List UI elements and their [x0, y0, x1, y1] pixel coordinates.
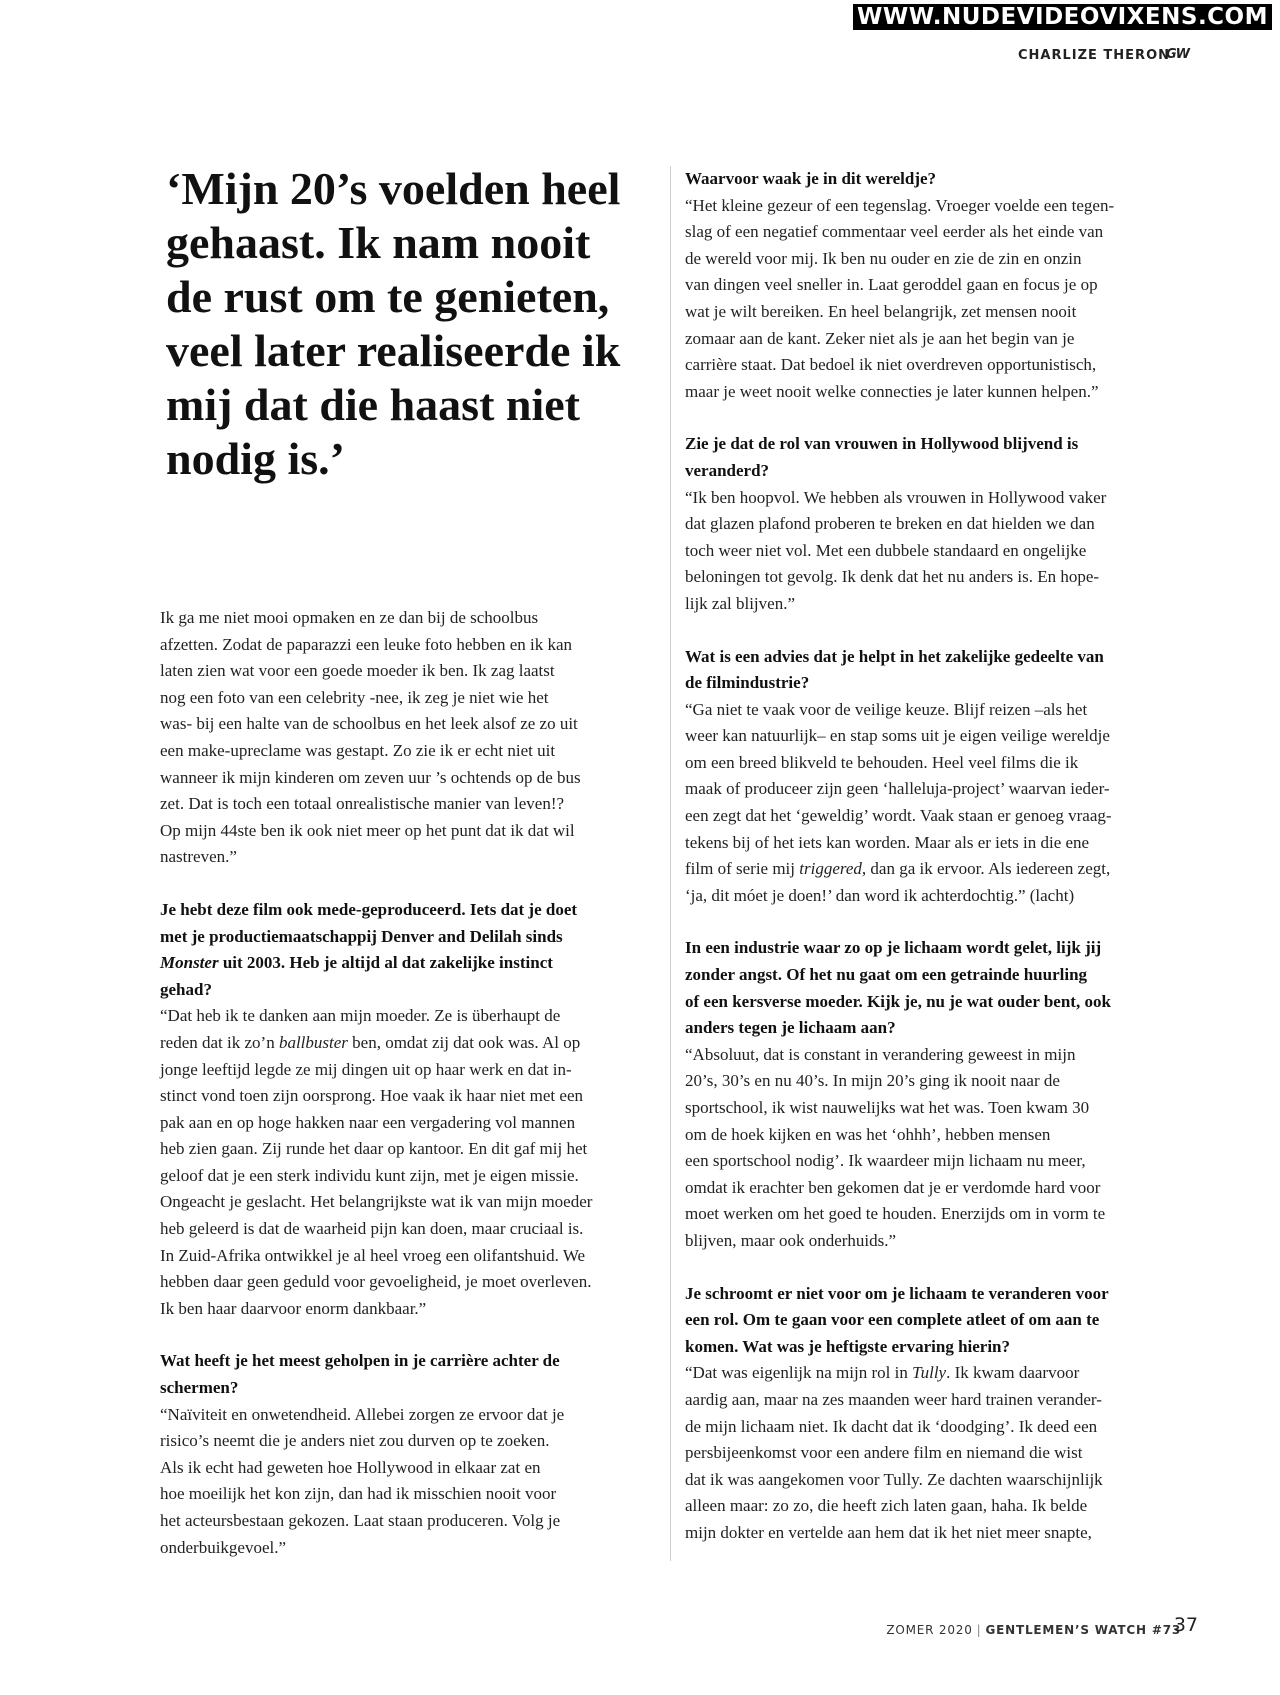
question-line: of een kersverse moeder. Kijk je, nu je wat ouder bent, ook	[685, 991, 1111, 1011]
text-line: omdat ik erachter ben gekomen dat je er verdomde hard voor	[685, 1177, 1101, 1197]
text-line: “Naïviteit en onwetendheid. Allebei zorgen ze ervoor dat je	[160, 1404, 565, 1424]
interview-question	[160, 897, 660, 1003]
text-line: persbijeenkomst voor een andere film en niemand die wist	[685, 1443, 1083, 1463]
text-line: Op mijn 44ste ben ik ook niet meer op het punt dat ik dat wil	[160, 820, 575, 840]
question-line: Wat is een advies dat je helpt in het zakelijke gedeelte van	[685, 646, 1104, 666]
interview-question	[685, 166, 1175, 193]
question-line: komen. Wat was je heftigste ervaring hierin?	[685, 1336, 1011, 1356]
text-line: In Zuid-Afrika ontwikkel je al heel vroeg een olifantshuid. We	[160, 1245, 586, 1265]
right-column	[685, 166, 1175, 1547]
pull-quote	[166, 162, 656, 486]
text-line: weer kan natuurlijk– en stap soms uit je eigen veilige wereldje	[685, 726, 1110, 746]
text-line: heb geleerd is dat de waarheid pijn kan doen, maar cruciaal is.	[160, 1219, 584, 1239]
question-line: anders tegen je lichaam aan?	[685, 1018, 896, 1038]
text-line	[160, 1030, 660, 1057]
text-line: pak aan en op hoge hakken naar een vergadering vol mannen	[160, 1112, 576, 1132]
text-line: nog een foto van een celebrity -nee, ik zeg je niet wie het	[160, 687, 549, 707]
interview-question	[685, 431, 1175, 484]
text: “Dat was eigenlijk na mijn rol in	[685, 1363, 913, 1383]
question-line: de filmindustrie?	[685, 673, 810, 693]
gw-logo: GW	[1165, 47, 1189, 62]
italic-word: ballbuster	[278, 1032, 348, 1052]
text-line: Als ik echt had geweten hoe Hollywood in elkaar zat en	[160, 1457, 541, 1477]
text: , dan ga ik ervoor. Als iedereen zegt,	[861, 859, 1111, 879]
italic-title: Tully	[912, 1363, 947, 1383]
interview-answer	[160, 1402, 660, 1562]
text-line: om de hoek kijken en was het ‘ohhh’, hebben mensen	[685, 1124, 1051, 1144]
footer-issue: GENTLEMEN’S WATCH #73	[985, 1623, 1181, 1637]
interview-answer	[685, 485, 1175, 618]
question-line: Waarvoor waak je in dit wereldje?	[685, 169, 937, 188]
text-line: blijven, maar ook onderhuids.”	[685, 1230, 897, 1250]
text-line: de wereld voor mij. Ik ben nu ouder en zie de zin en onzin	[685, 248, 1082, 268]
intro-paragraph	[160, 605, 660, 871]
page-number: 37	[1173, 1614, 1198, 1636]
pull-quote-line: gehaast. Ik nam nooit	[166, 217, 591, 268]
text-line: jonge leeftijd legde ze mij dingen uit op haar werk en dat in-	[160, 1059, 572, 1079]
text-line: 20’s, 30’s en nu 40’s. In mijn 20’s ging ik nooit naar de	[685, 1071, 1060, 1091]
text-line: aardig aan, maar na zes maanden weer hard trainen verander-	[685, 1389, 1102, 1409]
text-line: alleen maar: zo zo, die heeft zich laten gaan, haha. Ik belde	[685, 1496, 1088, 1516]
header-subject: CHARLIZE THERON	[1017, 48, 1170, 63]
text-line	[685, 1360, 1175, 1387]
pull-quote-line: ‘Mijn 20’s voelden heel	[166, 163, 621, 214]
text-line: hebben daar geen geduld voor gevoeligheid, je moet overleven.	[160, 1272, 592, 1292]
text-line: lijk zal blijven.”	[685, 593, 795, 613]
text-line: heb zien gaan. Zij runde het daar op kantoor. En dit gaf mij het	[160, 1139, 588, 1159]
interview-question	[685, 935, 1175, 1041]
text: . Ik kwam daarvoor	[946, 1363, 1080, 1383]
interview-answer	[685, 193, 1175, 406]
text-line: wanneer ik mijn kinderen om zeven uur ’s ochtends op de bus	[160, 767, 581, 787]
interview-answer	[685, 697, 1175, 910]
question-line: In een industrie waar zo op je lichaam wordt gelet, lijk jij	[685, 938, 1102, 958]
text-line: Ik ga me niet mooi opmaken en ze dan bij de schoolbus	[160, 608, 539, 627]
text-line: het acteursbestaan gekozen. Laat staan produceren. Volg je	[160, 1511, 561, 1530]
text-line: dat ik was aangekomen voor Tully. Ze dachten waarschijnlijk	[685, 1469, 1103, 1489]
text-line: ‘ja, dit móet je doen!’ dan word ik achterdochtig.” (lacht)	[685, 885, 1075, 905]
text-line: risico’s neemt die je anders niet zou durven op te zoeken.	[160, 1431, 550, 1451]
text-line: Ongeacht je geslacht. Het belangrijkste wat ik van mijn moeder	[160, 1192, 593, 1212]
question-line: Je hebt deze film ook mede-geproduceerd. Iets dat je doet	[160, 899, 578, 919]
question-line: gehad?	[160, 979, 212, 999]
text-line: carrière staat. Dat bedoel ik niet overdreven opportunistisch,	[685, 355, 1097, 375]
text-line: stinct vond toen zijn oorsprong. Hoe vaak ik haar niet met een	[160, 1086, 583, 1106]
text-line: was- bij een halte van de schoolbus en het leek alsof ze zo uit	[160, 714, 578, 734]
question-line: Zie je dat de rol van vrouwen in Hollywood blijvend is	[685, 434, 1079, 454]
left-column	[160, 605, 660, 1561]
italic-title: Monster	[160, 953, 219, 973]
question-text: uit 2003. Heb je altijd al dat zakelijke instinct	[218, 953, 553, 973]
text: ben, omdat zij dat ook was. Al op	[347, 1032, 581, 1052]
pull-quote-line: nodig is.’	[166, 433, 345, 484]
text-line: een make-upreclame was gestapt. Zo zie ik er echt niet uit	[160, 740, 556, 760]
italic-word: triggered	[799, 859, 862, 879]
text-line: geloof dat je een sterk individu kunt zijn, met je eigen missie.	[160, 1165, 579, 1185]
text-line: “Ik ben hoopvol. We hebben als vrouwen in Hollywood vaker	[685, 487, 1107, 507]
text-line: de mijn lichaam niet. Ik dacht dat ik ‘doodging’. Ik deed een	[685, 1416, 1098, 1436]
text-line: “Dat heb ik te danken aan mijn moeder. Ze is überhaupt de	[160, 1006, 561, 1026]
interview-answer	[685, 1042, 1175, 1255]
pull-quote-line: mij dat die haast niet	[166, 379, 580, 430]
text-line: beloningen tot gevolg. Ik denk dat het nu anders is. En hope-	[685, 567, 1100, 587]
question-line: een rol. Om te gaan voor een complete atleet of om aan te	[685, 1310, 1100, 1330]
text: reden dat ik zo’n	[160, 1032, 279, 1052]
pull-quote-line: veel later realiseerde ik	[166, 325, 621, 376]
text-line: maar je weet nooit welke connecties je later kunnen helpen.”	[685, 381, 1099, 401]
text-line: zet. Dat is toch een totaal onrealistische manier van leven!?	[160, 794, 565, 814]
text-line: moet werken om het goed te houden. Enerzijds om in vorm te	[685, 1204, 1106, 1224]
text-line: afzetten. Zodat de paparazzi een leuke foto hebben en ik kan	[160, 634, 573, 654]
text-line: Ik ben haar daarvoor enorm dankbaar.”	[160, 1298, 427, 1318]
text-line: een zegt dat het ‘geweldig’ wordt. Vaak staan er genoeg vraag-	[685, 806, 1112, 826]
text-line: “Het kleine gezeur of een tegenslag. Vroeger voelde een tegen-	[685, 195, 1115, 215]
text-line: dat glazen plafond proberen te breken en dat hielden we dan	[685, 514, 1095, 534]
text-line: tekens bij of het iets kan worden. Maar als er iets in die ene	[685, 832, 1090, 852]
text-line: onderbuikgevoel.”	[160, 1537, 287, 1557]
text-line: nastreven.”	[160, 847, 237, 867]
question-line	[160, 950, 660, 977]
page-footer	[886, 1623, 1181, 1637]
interview-answer	[685, 1360, 1175, 1546]
text: film of serie mij	[685, 859, 800, 879]
question-line: schermen?	[160, 1378, 239, 1398]
pull-quote-line: de rust om te genieten,	[166, 271, 610, 322]
text-line: “Ga niet te vaak voor de veilige keuze. Blijf reizen –als het	[685, 699, 1088, 719]
interview-question	[160, 1348, 660, 1401]
question-line: zonder angst. Of het nu gaat om een getrainde huurling	[685, 965, 1088, 985]
text-line: mijn dokter en vertelde aan hem dat ik het niet meer snapte,	[685, 1522, 1092, 1542]
text-line: een sportschool nodig’. Ik waardeer mijn lichaam nu meer,	[685, 1151, 1086, 1171]
text-line: laten zien wat voor een goede moeder ik ben. Ik zag laatst	[160, 661, 555, 681]
question-line: veranderd?	[685, 460, 770, 480]
footer-season: ZOMER 2020	[886, 1623, 973, 1637]
text-line: om een breed blikveld te behouden. Heel veel films die ik	[685, 752, 1079, 772]
text-line: “Absoluut, dat is constant in verandering geweest in mijn	[685, 1044, 1076, 1064]
interview-question	[685, 1281, 1175, 1361]
text-line: slag of een negatief commentaar veel eerder als het einde van	[685, 222, 1104, 242]
text-line: maak of produceer zijn geen ‘halleluja-project’ waarvan ieder-	[685, 779, 1110, 799]
interview-answer	[160, 1003, 660, 1322]
interview-question	[685, 644, 1175, 697]
question-line: met je productiemaatschappij Denver and Delilah sinds	[160, 926, 563, 946]
footer-separator: |	[976, 1623, 982, 1637]
text-line: sportschool, ik wist nauwelijks wat het was. Toen kwam 30	[685, 1098, 1090, 1117]
watermark: WWW.NUDEVIDEOVIXENS.COM	[853, 4, 1272, 30]
text-line: zomaar aan de kant. Zeker niet als je aan het begin van je	[685, 328, 1075, 348]
text-line: toch weer niet vol. Met een dubbele standaard en ongelijke	[685, 540, 1087, 560]
question-line: Wat heeft je het meest geholpen in je carrière achter de	[160, 1351, 560, 1371]
text-line: van dingen veel sneller in. Laat geroddel gaan en focus je op	[685, 275, 1098, 295]
question-line: Je schroomt er niet voor om je lichaam te veranderen voor	[685, 1283, 1109, 1303]
text-line	[685, 856, 1175, 883]
text-line: wat je wilt bereiken. En heel belangrijk, zet mensen nooit	[685, 301, 1077, 321]
text-line: hoe moeilijk het kon zijn, dan had ik misschien nooit voor	[160, 1484, 557, 1504]
